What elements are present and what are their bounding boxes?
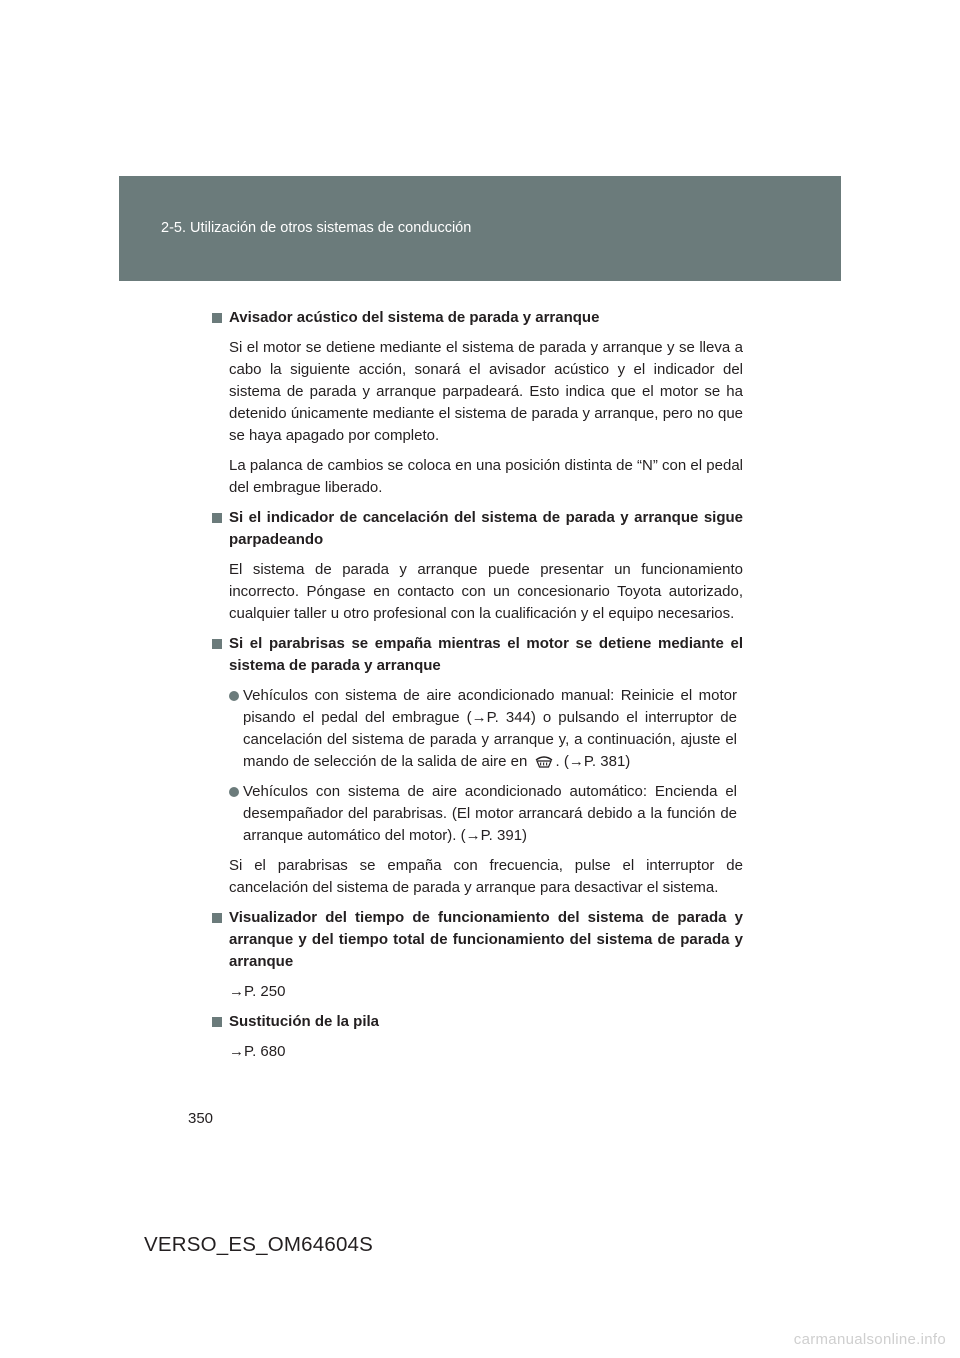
section-title-visualizador — [212, 907, 743, 973]
windshield-defroster-icon — [534, 753, 554, 769]
watermark: carmanualsonline.info — [793, 1331, 946, 1348]
section-title-parabrisas — [212, 633, 743, 677]
square-bullet-icon — [212, 639, 222, 649]
page-content — [212, 307, 743, 1071]
square-bullet-icon — [212, 313, 222, 323]
list-item-text: Vehículos con sistema de aire acondicionado manual: Reinicie el motor pisando el pedal del embrague (→P. 344) o pulsando el interruptor de cancelación del sistema de parada y arranque y, a continuación, ajuste el mando de selección de la salida de aire en . (→P. 381) — [243, 687, 737, 770]
chapter-header-band — [119, 176, 841, 281]
section-title-indicador — [212, 507, 743, 551]
paragraph: Si el parabrisas se empaña con frecuencia, pulse el interruptor de cancelación del sistema de parada y arranque para desactivar el sistema. — [229, 857, 743, 896]
section-title-pila — [212, 1011, 743, 1033]
list-item-auto-ac — [229, 781, 743, 847]
square-bullet-icon — [212, 1017, 222, 1027]
page-reference: →P. 680 — [229, 1043, 286, 1060]
section-title-text: Sustitución de la pila — [229, 1013, 380, 1030]
list-item-manual-ac — [229, 685, 743, 773]
document-code: VERSO_ES_OM64604S — [144, 1233, 374, 1256]
chapter-title: 2-5. Utilización de otros sistemas de conducción — [161, 220, 472, 236]
square-bullet-icon — [212, 913, 222, 923]
square-bullet-icon — [212, 513, 222, 523]
section-title-avisador — [212, 307, 743, 329]
page-number: 350 — [188, 1110, 214, 1127]
page-reference: →P. 250 — [229, 983, 286, 1000]
paragraph: Si el motor se detiene mediante el sistema de parada y arranque y se lleva a cabo la siguiente acción, sonará el avisador acústico y el indicador del sistema de parada y arranque parpadeará. Esto indica que el motor se ha detenido únicamente mediante el sistema de parada y arranque, pero no que se haya apagado por completo. — [229, 339, 743, 444]
section-title-text: Si el parabrisas se empaña mientras el motor se detiene mediante el sistema de parada y arranque — [229, 635, 743, 674]
section-title-text: Avisador acústico del sistema de parada y arranque — [229, 309, 600, 326]
paragraph: La palanca de cambios se coloca en una posición distinta de “N” con el pedal del embrague liberado. — [229, 457, 743, 496]
section-title-text: Visualizador del tiempo de funcionamiento del sistema de parada y arranque y del tiempo total de funcionamiento del sistema de parada y arranque — [229, 909, 743, 970]
list-item-text: Vehículos con sistema de aire acondicionado automático: Encienda el desempañador del parabrisas. (El motor arrancará debido a la función de arranque automático del motor). (→P. 391) — [243, 783, 737, 844]
round-bullet-icon — [229, 787, 239, 797]
round-bullet-icon — [229, 691, 239, 701]
paragraph: El sistema de parada y arranque puede presentar un funcionamiento incorrecto. Póngase en contacto con un concesionario Toyota autorizado, cualquier taller u otro profesional con la cualificación y el equipo necesarios. — [229, 561, 743, 622]
section-title-text: Si el indicador de cancelación del sistema de parada y arranque sigue parpadeando — [229, 509, 743, 548]
